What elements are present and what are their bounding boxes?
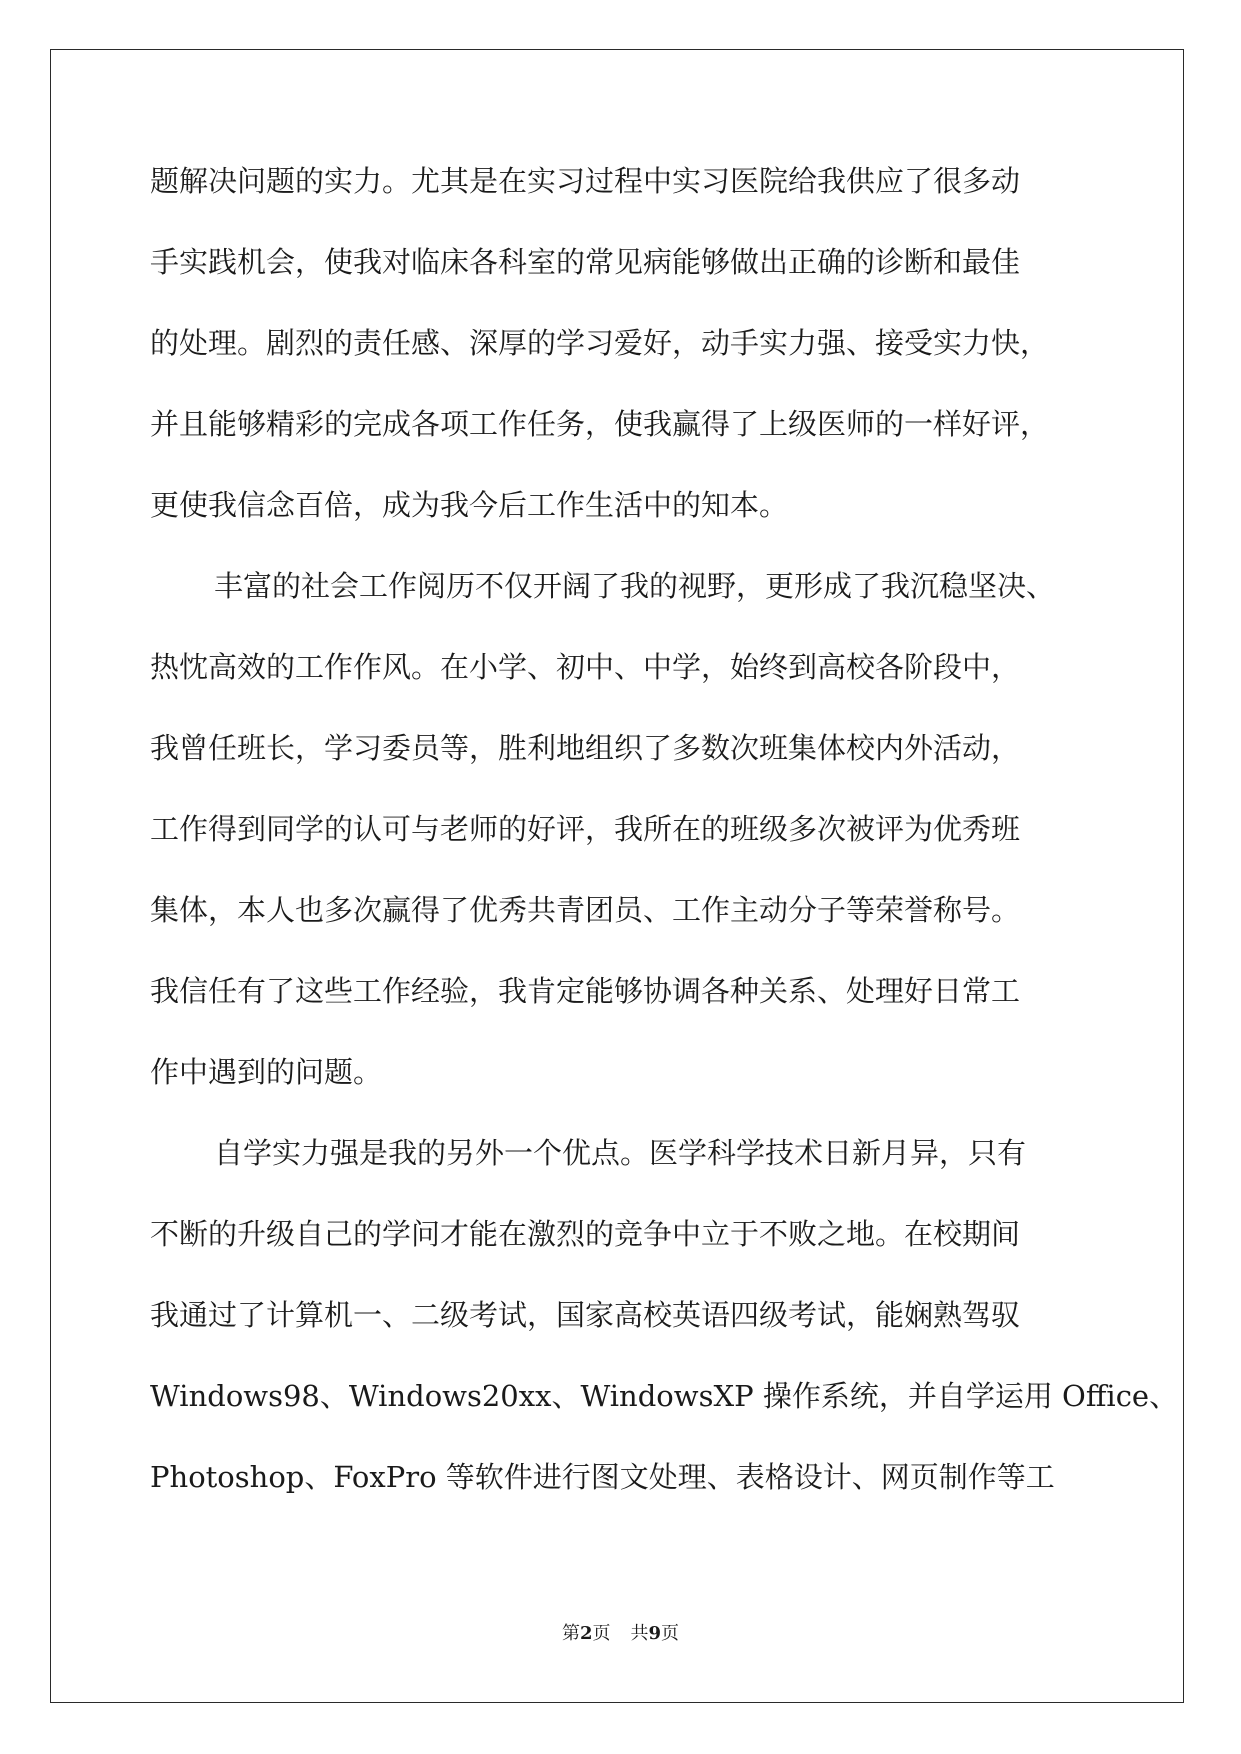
footer-total-prefix: 共 bbox=[630, 1623, 649, 1644]
text-line: 我通过了计算机一、二级考试，国家高校英语四级考试，能娴熟驾驭 bbox=[150, 1298, 1021, 1332]
text-line: 我曾任班长，学习委员等，胜利地组织了多数次班集体校内外活动， bbox=[150, 731, 1021, 765]
text-line: 不断的升级自己的学问才能在激烈的竞争中立于不败之地。在校期间 bbox=[150, 1217, 1021, 1251]
page-border bbox=[50, 49, 1184, 1703]
text-line: 集体，本人也多次赢得了优秀共青团员、工作主动分子等荣誉称号。 bbox=[150, 893, 1021, 927]
text-line: 并且能够精彩的完成各项工作任务，使我赢得了上级医师的一样好评， bbox=[150, 407, 1050, 441]
text-line: 我信任有了这些工作经验，我肯定能够协调各种关系、处理好日常工 bbox=[150, 974, 1021, 1008]
text-line: 题解决问题的实力。尤其是在实习过程中实习医院给我供应了很多动 bbox=[150, 164, 1021, 198]
current-page-number: 2 bbox=[579, 1623, 593, 1644]
text-line: 手实践机会，使我对临床各科室的常见病能够做出正确的诊断和最佳 bbox=[150, 245, 1021, 279]
total-page-count: 9 bbox=[648, 1623, 662, 1644]
paragraph-first-line: 自学实力强是我的另外一个优点。医学科学技术日新月异，只有 bbox=[214, 1136, 1027, 1170]
text-line: Photoshop、FoxPro 等软件进行图文处理、表格设计、网页制作等工 bbox=[150, 1460, 1055, 1494]
footer-page-suffix: 页 bbox=[592, 1623, 611, 1644]
text-line: 工作得到同学的认可与老师的好评，我所在的班级多次被评为优秀班 bbox=[150, 812, 1021, 846]
text-line: 作中遇到的问题。 bbox=[150, 1055, 383, 1089]
footer-prefix: 第 bbox=[561, 1623, 580, 1644]
paragraph-first-line: 丰富的社会工作阅历不仅开阔了我的视野，更形成了我沉稳坚决、 bbox=[214, 569, 1056, 603]
text-line: 更使我信念百倍，成为我今后工作生活中的知本。 bbox=[150, 488, 789, 522]
text-line: 的处理。剧烈的责任感、深厚的学习爱好，动手实力强、接受实力快， bbox=[150, 326, 1050, 360]
text-line: 热忱高效的工作作风。在小学、初中、中学，始终到高校各阶段中， bbox=[150, 650, 1021, 684]
text-line: Windows98、Windows20xx、WindowsXP 操作系统，并自学运用 Office、 bbox=[150, 1379, 1179, 1413]
footer-total-suffix: 页 bbox=[661, 1623, 680, 1644]
page-footer bbox=[0, 1619, 1241, 1645]
